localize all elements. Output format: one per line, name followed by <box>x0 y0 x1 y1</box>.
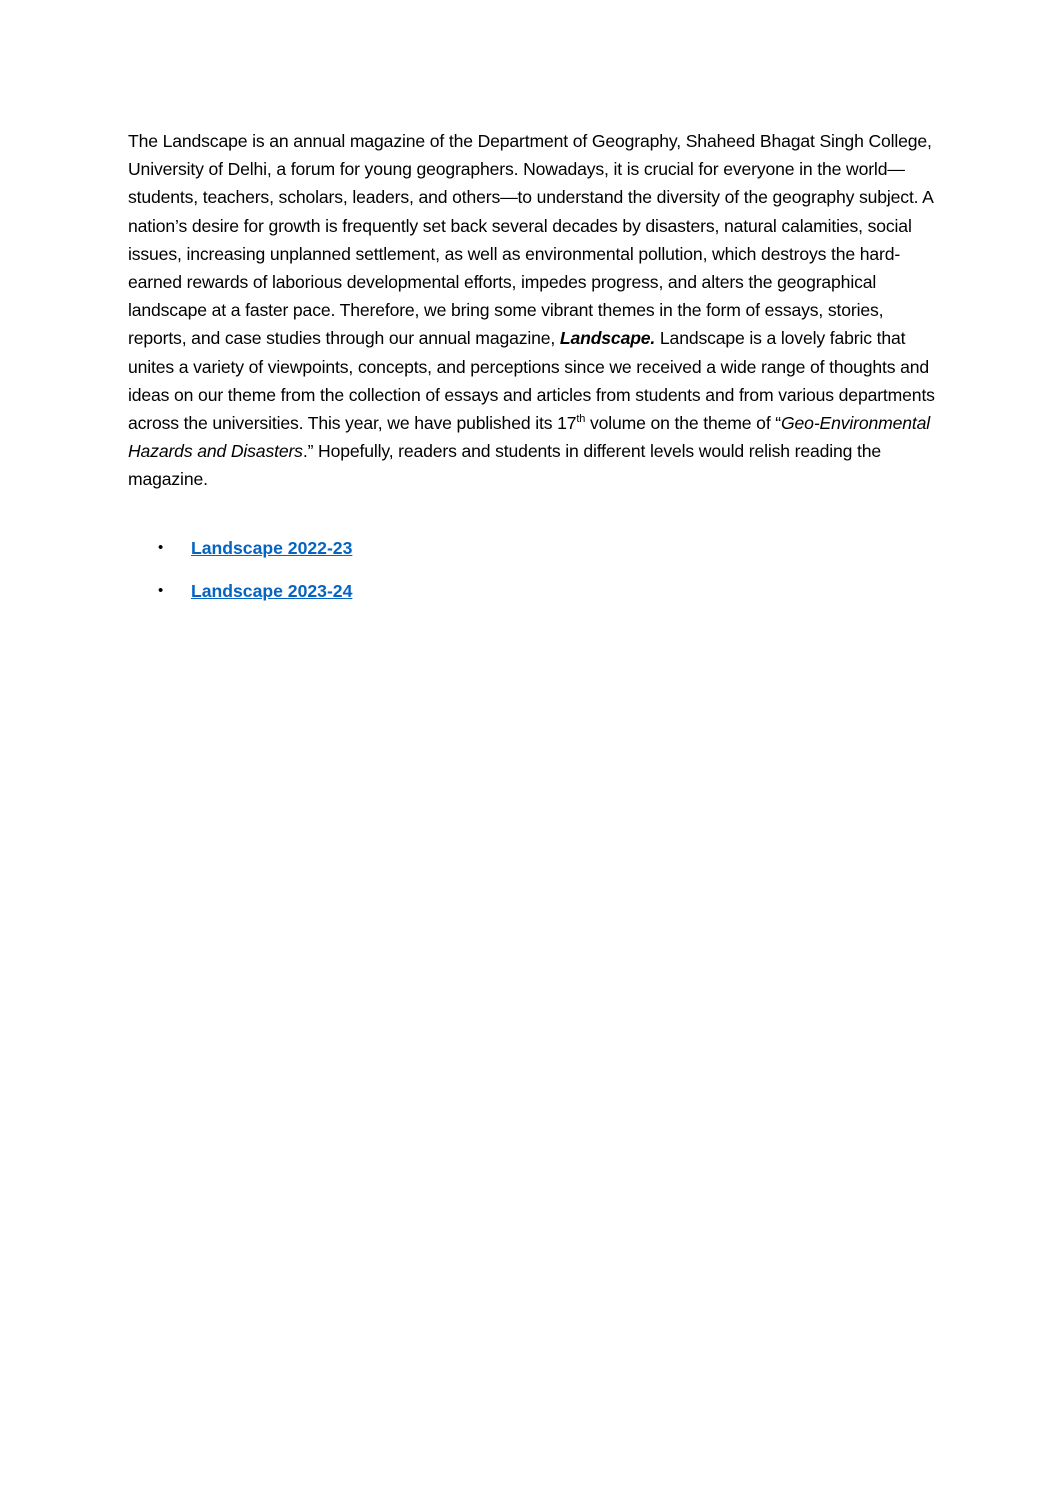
intro-text: The Landscape is an annual magazine of the Department of Geography, Shaheed Bhagat Singh College, University of Delhi, a forum for young geographers. Nowadays, it is crucial for everyone in the world—students, teachers, scholars, leaders, and others—to understand the diversity of the geography subject. A nation’s desire for growth is frequently set back several decades by disasters, natural calamities, social issues, increasing unplanned settlement, as well as environmental pollution, which destroys the hard-earned rewards of laborious developmental efforts, impedes progress, and alters the geographical landscape at a faster pace. Therefore, we bring some vibrant themes in the form of essays, stories, reports, and case studies through our annual magazine, <box>128 131 933 349</box>
theme-title: Geo-Environmental Hazards and Disasters <box>128 413 931 462</box>
bullet-icon: • <box>158 582 164 599</box>
landscape-2022-23-link[interactable]: Landscape 2022-23 <box>191 538 353 558</box>
volume-text: volume on the theme of “ <box>585 413 782 434</box>
landscape-2023-24-link[interactable]: Landscape 2023-24 <box>191 581 353 601</box>
magazine-name: Landscape. <box>559 328 656 349</box>
volume-number: 17 <box>557 413 577 434</box>
list-item <box>128 534 940 577</box>
closing-text: .” Hopefully, readers and students in different levels would relish reading the magazine. <box>128 441 882 490</box>
volume-ordinal-suffix: th <box>576 413 586 426</box>
bullet-icon: • <box>158 539 164 556</box>
list-item <box>128 577 940 620</box>
magazine-links-list <box>128 534 940 620</box>
description-text: Landscape is a lovely fabric that unites a variety of viewpoints, concepts, and perceptions since we received a wide range of thoughts and ideas on our theme from the collection of essays and articles from students and from various departments across the universities. This year, we have published its <box>128 328 935 434</box>
intro-paragraph <box>128 127 940 494</box>
